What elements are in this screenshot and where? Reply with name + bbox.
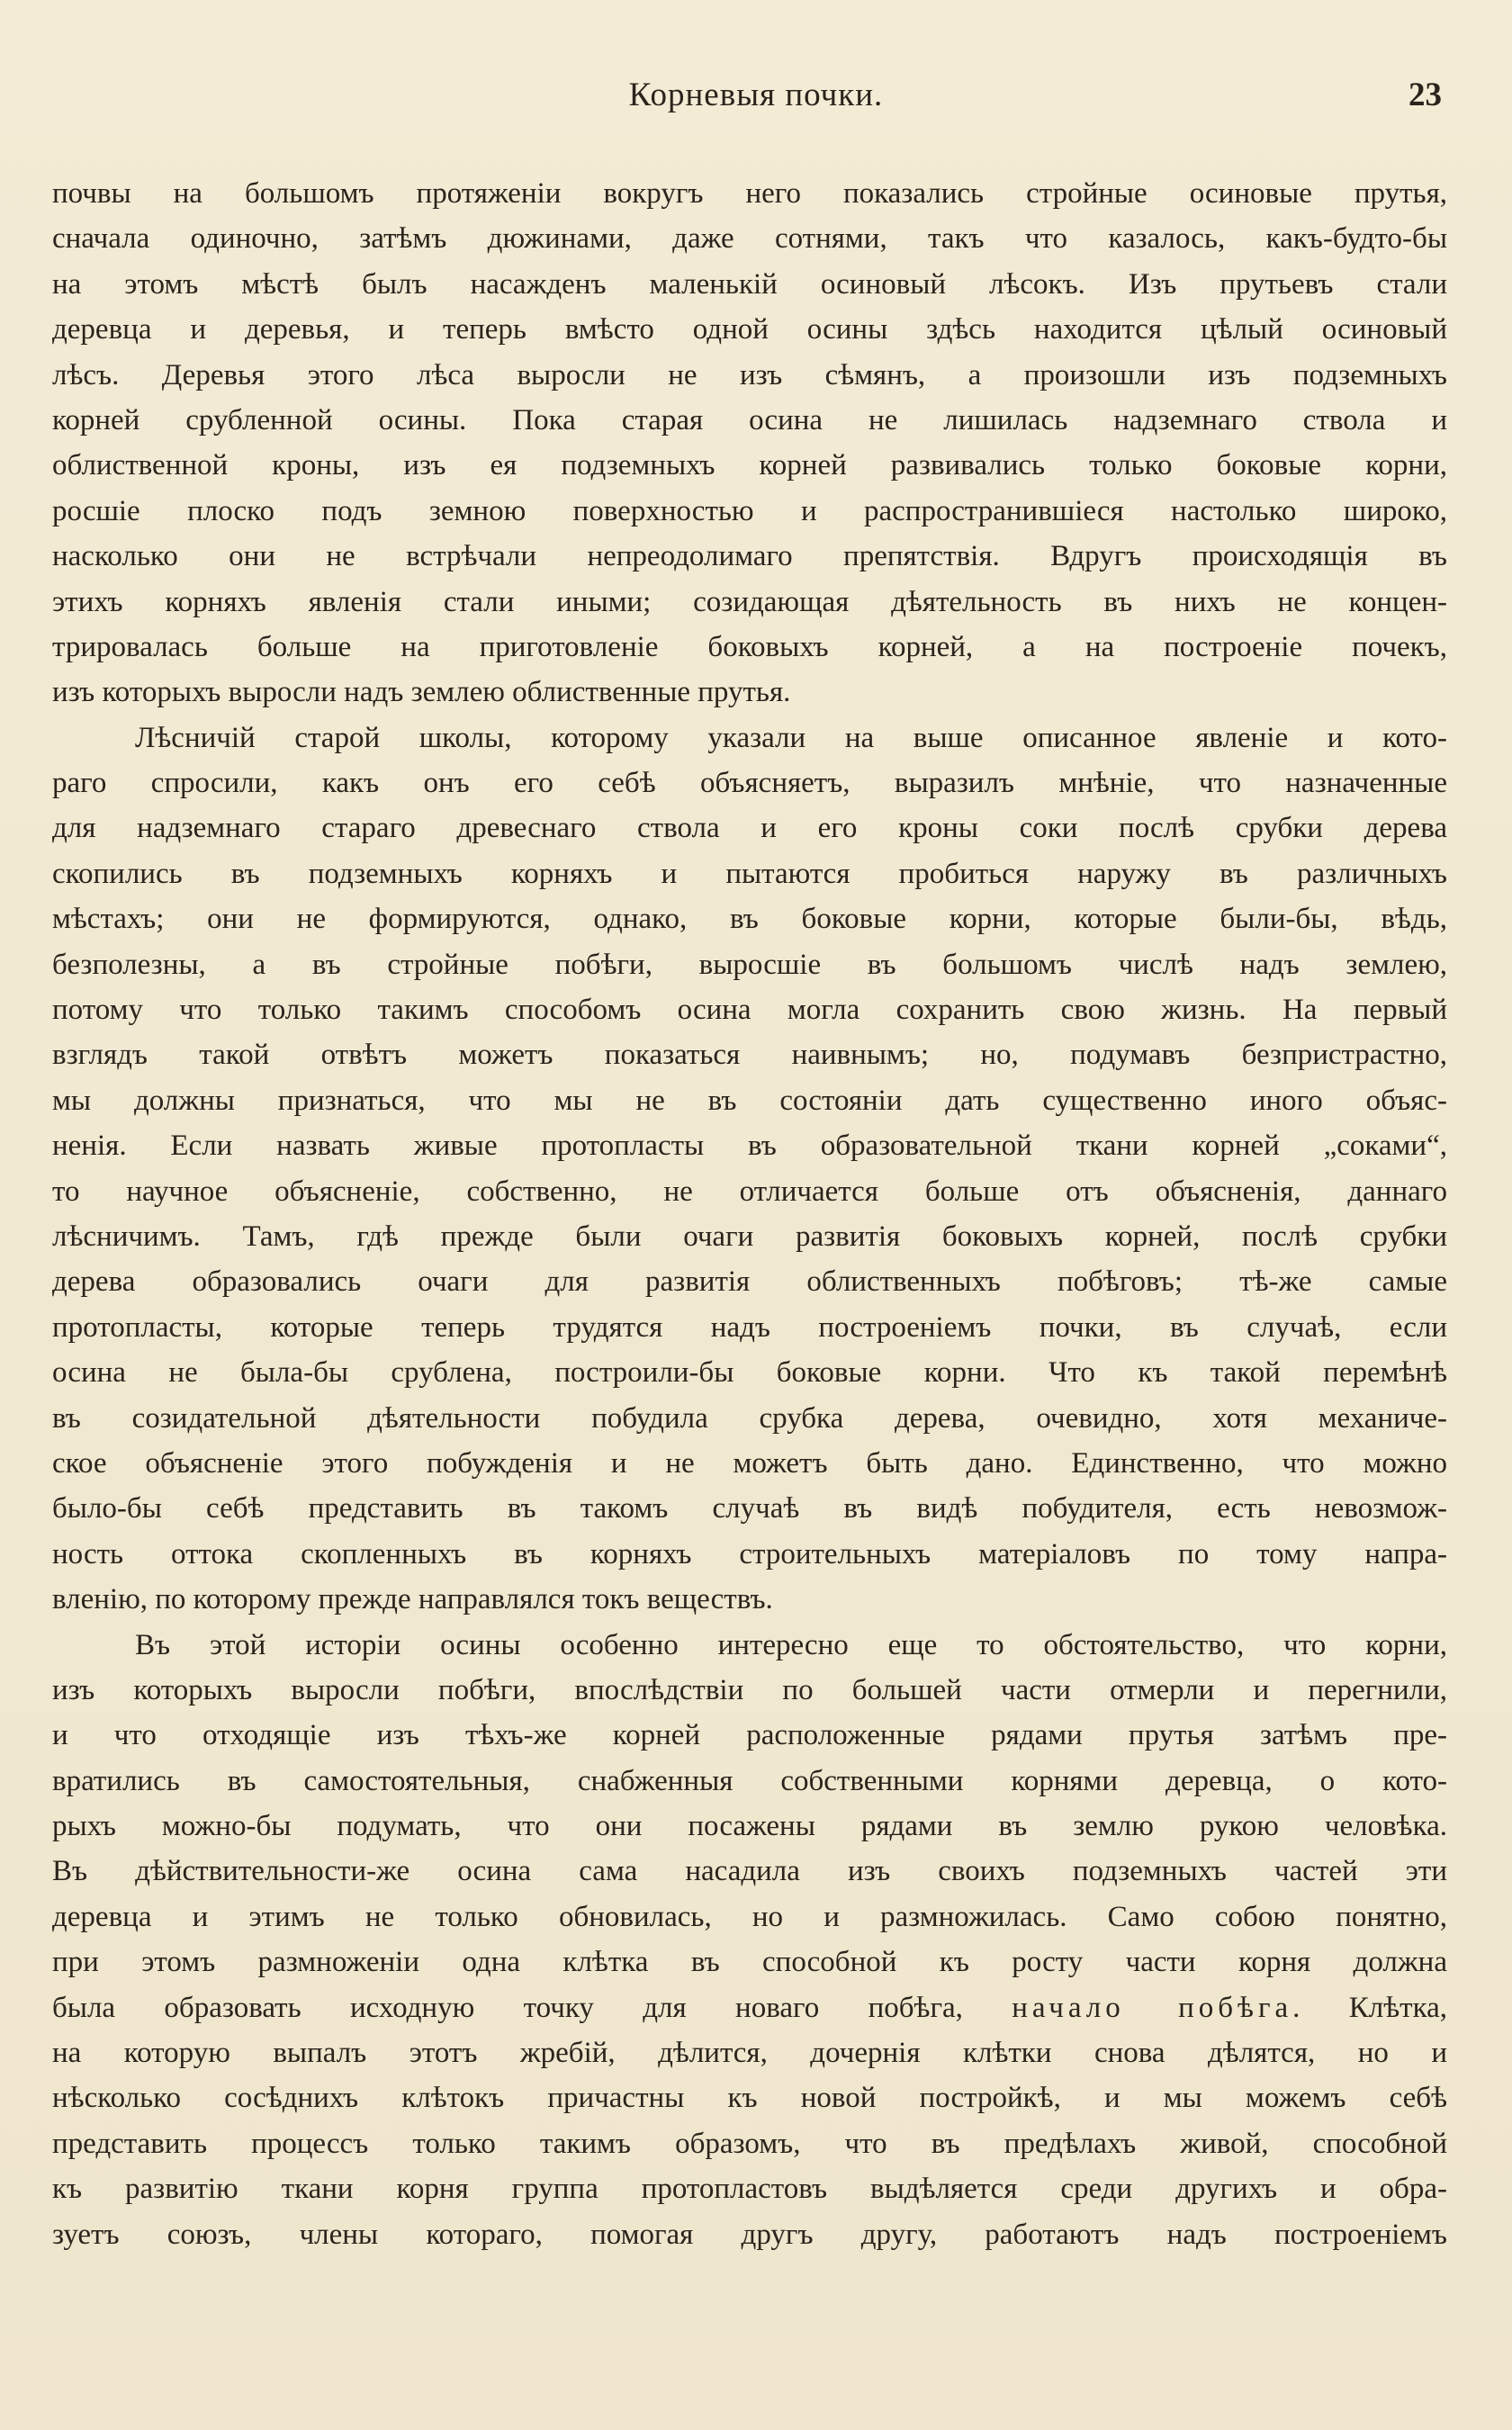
text-line: трировалась больше на приготовленіе боковыхъ корней, а на построеніе почекъ,: [52, 630, 1447, 663]
running-title: Корневыя почки.: [628, 76, 884, 113]
text-line: деревца и этимъ не только обновилась, но и размножилась. Само собою понятно,: [52, 1900, 1447, 1933]
text-line: Лѣсничій старой школы, которому указали на выше описанное явленіе и кото-: [135, 721, 1447, 754]
page-number: 23: [1408, 76, 1442, 113]
text-line: рыхъ можно-бы подумать, что они посажены рядами въ землю рукою человѣка.: [52, 1810, 1447, 1843]
text-segment: . Клѣтка,: [1292, 1991, 1447, 2024]
text-line: Въ этой исторіи осины особенно интересно еще то обстоятельство, что корни,: [135, 1628, 1447, 1661]
text-line: и что отходящіе изъ тѣхъ-же корней расположенные рядами прутья затѣмъ пре-: [52, 1719, 1447, 1752]
text-line: ское объясненіе этого побужденія и не можетъ быть дано. Единственно, что можно: [52, 1446, 1447, 1480]
text-line: на этомъ мѣстѣ былъ насажденъ маленькій осиновый лѣсокъ. Изъ прутьевъ стали: [52, 267, 1447, 301]
text-line: лѣсъ. Деревья этого лѣса выросли не изъ сѣмянъ, а произошли изъ подземныхъ: [52, 358, 1447, 392]
text-line: вленію, по которому прежде направлялся токъ веществъ.: [52, 1583, 773, 1616]
text-line: представить процессъ только такимъ образомъ, что въ предѣлахъ живой, способной: [52, 2127, 1447, 2160]
text-line: скопились въ подземныхъ корняхъ и пытаются пробиться наружу въ различныхъ: [52, 857, 1447, 890]
page-header: [0, 76, 1512, 121]
text-line: корней срубленной осины. Пока старая осина не лишилась надземнаго ствола и: [52, 403, 1447, 436]
text-line: ность оттока скопленныхъ въ корняхъ строительныхъ матеріаловъ по тому напра-: [52, 1537, 1447, 1570]
text-line: раго спросили, какъ онъ его себѣ объясняетъ, выразилъ мнѣніе, что назначенные: [52, 767, 1447, 800]
text-segment: была образовать исходную точку для новаго побѣга,: [52, 1991, 963, 2024]
text-line: изъ которыхъ выросли побѣги, впослѣдствіи по большей части отмерли и перегнили,: [52, 1673, 1447, 1706]
text-line: изъ которыхъ выросли надъ землею облиственные прутья.: [52, 676, 791, 709]
text-line: нѣсколько сосѣднихъ клѣтокъ причастны къ новой постройкѣ, и мы можемъ себѣ: [52, 2082, 1447, 2115]
text-line: къ развитію ткани корня группа протопластовъ выдѣляется среди другихъ и обра-: [52, 2173, 1447, 2206]
text-line: протопласты, которые теперь трудятся надъ построеніемъ почки, въ случаѣ, если: [52, 1310, 1447, 1344]
text-line: зуетъ союзъ, члены котораго, помогая другъ другу, работаютъ надъ построеніемъ: [52, 2218, 1447, 2251]
text-line: безполезны, а въ стройные побѣги, выросшіе въ большомъ числѣ надъ землею,: [52, 948, 1447, 981]
text-line: сначала одиночно, затѣмъ дюжинами, даже сотнями, такъ что казалось, какъ-будто-бы: [52, 222, 1447, 256]
text-line: ненія. Если назвать живые протопласты въ образовательной ткани корней „соками“,: [52, 1130, 1447, 1163]
text-line: осина не была-бы срублена, построили-бы боковые корни. Что къ такой перемѣнѣ: [52, 1356, 1447, 1390]
text-line: мѣстахъ; они не формируются, однако, въ боковые корни, которые были-бы, вѣдь,: [52, 903, 1447, 936]
text-line: въ созидательной дѣятельности побудила срубка дерева, очевидно, хотя механиче-: [52, 1401, 1447, 1435]
text-line: дерева образовались очаги для развитія облиственныхъ побѣговъ; тѣ-же самые: [52, 1265, 1447, 1299]
text-line: для надземнаго стараго древеснаго ствола и его кроны соки послѣ срубки дерева: [52, 812, 1447, 845]
text-line: Въ дѣйствительности-же осина сама насадила изъ своихъ подземныхъ частей эти: [52, 1855, 1447, 1888]
paragraph-3: [52, 1623, 1447, 2257]
text-line: мы должны признаться, что мы не въ состояніи дать существенно иного объяс-: [52, 1084, 1447, 1117]
emphasized-term: начало побѣга: [1012, 1991, 1293, 2024]
paragraph-1: [52, 171, 1447, 716]
text-line: лѣсничимъ. Тамъ, гдѣ прежде были очаги развитія боковыхъ корней, послѣ срубки: [52, 1220, 1447, 1253]
text-line: вратились въ самостоятельныя, снабженныя собственными корнями деревца, о кото-: [52, 1764, 1447, 1797]
text-line: деревца и деревья, и теперь вмѣсто одной осины здѣсь находится цѣлый осиновый: [52, 313, 1447, 346]
text-line-with-emphasis: [52, 1985, 1447, 2030]
text-line: облиственной кроны, изъ ея подземныхъ корней развивались только боковые корни,: [52, 449, 1447, 482]
text-line: почвы на большомъ протяженіи вокругъ него показались стройные осиновые прутья,: [52, 177, 1447, 210]
text-line: этихъ корняхъ явленія стали иными; созидающая дѣятельность въ нихъ не концен-: [52, 585, 1447, 618]
paragraph-2: [52, 716, 1447, 1623]
text-line: потому что только такимъ способомъ осина могла сохранить свою жизнь. На первый: [52, 994, 1447, 1027]
body-text: [52, 171, 1447, 2257]
text-line: насколько они не встрѣчали непреодолимаго препятствія. Вдругъ происходящія въ: [52, 540, 1447, 573]
text-line: росшіе плоско подъ земною поверхностью и распространившіеся настолько широко,: [52, 494, 1447, 527]
text-line: на которую выпалъ этотъ жребій, дѣлится, дочернія клѣтки снова дѣлятся, но и: [52, 2037, 1447, 2070]
text-line: то научное объясненіе, собственно, не отличается больше отъ объясненія, даннаго: [52, 1174, 1447, 1208]
text-line: при этомъ размноженіи одна клѣтка въ способной къ росту части корня должна: [52, 1946, 1447, 1979]
text-line: взглядъ такой отвѣтъ можетъ показаться наивнымъ; но, подумавъ безпристрастно,: [52, 1039, 1447, 1072]
text-line: было-бы себѣ представить въ такомъ случаѣ въ видѣ побудителя, есть невозмож-: [52, 1492, 1447, 1526]
